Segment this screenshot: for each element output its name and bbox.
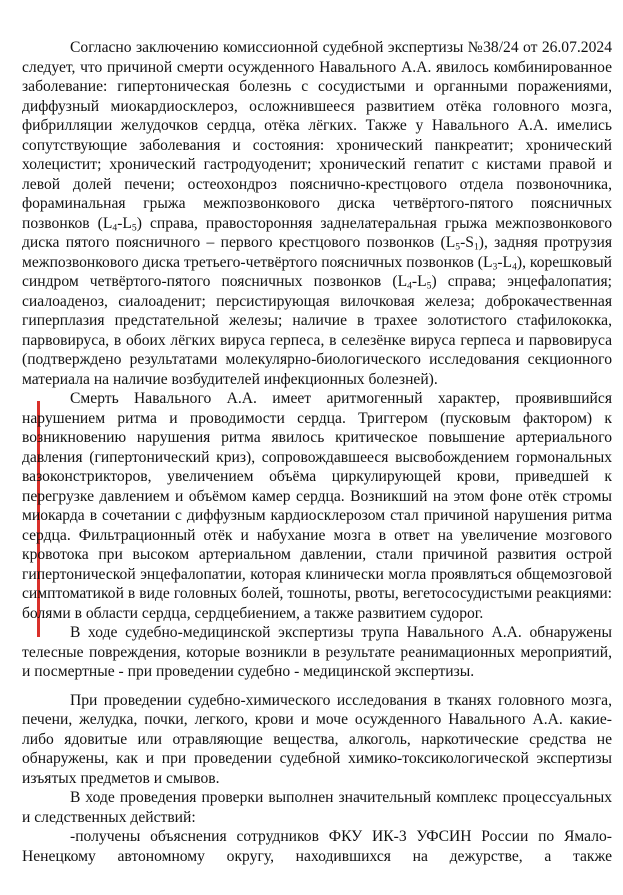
document-body xyxy=(22,38,612,866)
paragraph-arrhythmogenic: Смерть Навального А.А. имеет аритмогенный характер, проявившийся нарушением ритма и проводимости сердца. Триггером (пусковым фактором) к возникновению нарушения ритма явилось критическое повышение артериального давления (гипертонический криз), сопровождавшееся высвобождением гормональных вазоконстрикторов, увеличением объёма циркулирующей крови, приведшей к перегрузке давлением и объёмом камер сердца. Возникший на этом фоне отёк стромы миокарда в сочетании с диффузным кардиосклерозом стал причиной нарушения ритма сердца. Фильтрационный отёк и набухание мозга в ответ на увеличение мозгового кровотока при высоком артериальном давлении, стали причиной развития острой гипертонической энцефалопатии, которая клинически могла проявляться общемозговой симптоматикой в виде головных болей, тошноты, рвоты, вегетососудистыми реакциями: болями в области сердца, сердцебиением, а также развитием судорог. xyxy=(22,390,612,622)
paragraph-injuries: В ходе судебно-медицинской экспертизы трупа Навального А.А. обнаружены телесные повреждения, которые возникли в результате реанимационных мероприятий, и посмертные - при проведении судебно - медицинской экспертизы. xyxy=(22,624,612,680)
paragraph-procedural-actions: В ходе проведения проверки выполнен значительный комплекс процессуальных и следственных действий: xyxy=(22,789,612,826)
paragraph-chemical-study: При проведении судебно-химического исследования в тканях головного мозга, печени, желудка, почки, легкого, крови и моче осужденного Навального А.А. какие-либо ядовитые или отравляющие вещества, алкоголь, наркотические средства не обнаружены, как и при проведении судебной химико-токсикологической экспертизы изъятых предметов и смывов. xyxy=(22,691,612,787)
paragraph-cause-of-death: Согласно заключению комиссионной судебной экспертизы №38/24 от 26.07.2024 следует, что причиной смерти осужденного Навального А.А. явилось комбинированное заболевание: гипертоническая болезнь с сосудистыми и органными поражениями, диффузный миокардиосклероз, осложнившееся развитием отёка головного мозга, фибрилляции желудочков сердца, отёка лёгких. Также у Навального А.А. имелись сопутствующие заболевания и состояния: хронический панкреатит; хронический холецистит; хронический гастродуоденит; хронический гепатит с кистами правой и левой долей печени; остеохондроз пояснично-крестцового отдела позвоночника, фораминальная грыжа межпозвонкового диска четвёртого-пятого поясничных позвонков $(L_4-L_5)$ справа, правосторонняя заднелатеральная грыжа межпозвонкового диска пятого поясничного – первого крестцового позвонков $(L_5-S_1)$, задняя протрузия межпозвонкового диска третьего-четвёртого поясничных позвонков $(L_3-L_4)$, корешковый синдром четвёртого-пятого поясничных позвонков $(L_4-L_5)$ справа; энцефалопатия; сиалоаденоз, сиалоаденит; персистирующая вилочковая железа; доброкачественная гиперплазия предстательной железы; наличие в трахее золотистого стафилококка, парвовируса, в обоих лёгких вируса герпеса, в селезёнке вируса герпеса и парвовируса (подтверждено результатами молекулярно-биологического исследования секционного материала на наличие возбудителей инфекционных болезней). xyxy=(22,39,613,388)
paragraph-explanations: -получены объяснения сотрудников ФКУ ИК-3 УФСИН России по Ямало-Ненецкому автономному округу, находившихся на дежурстве, а также xyxy=(22,828,612,865)
